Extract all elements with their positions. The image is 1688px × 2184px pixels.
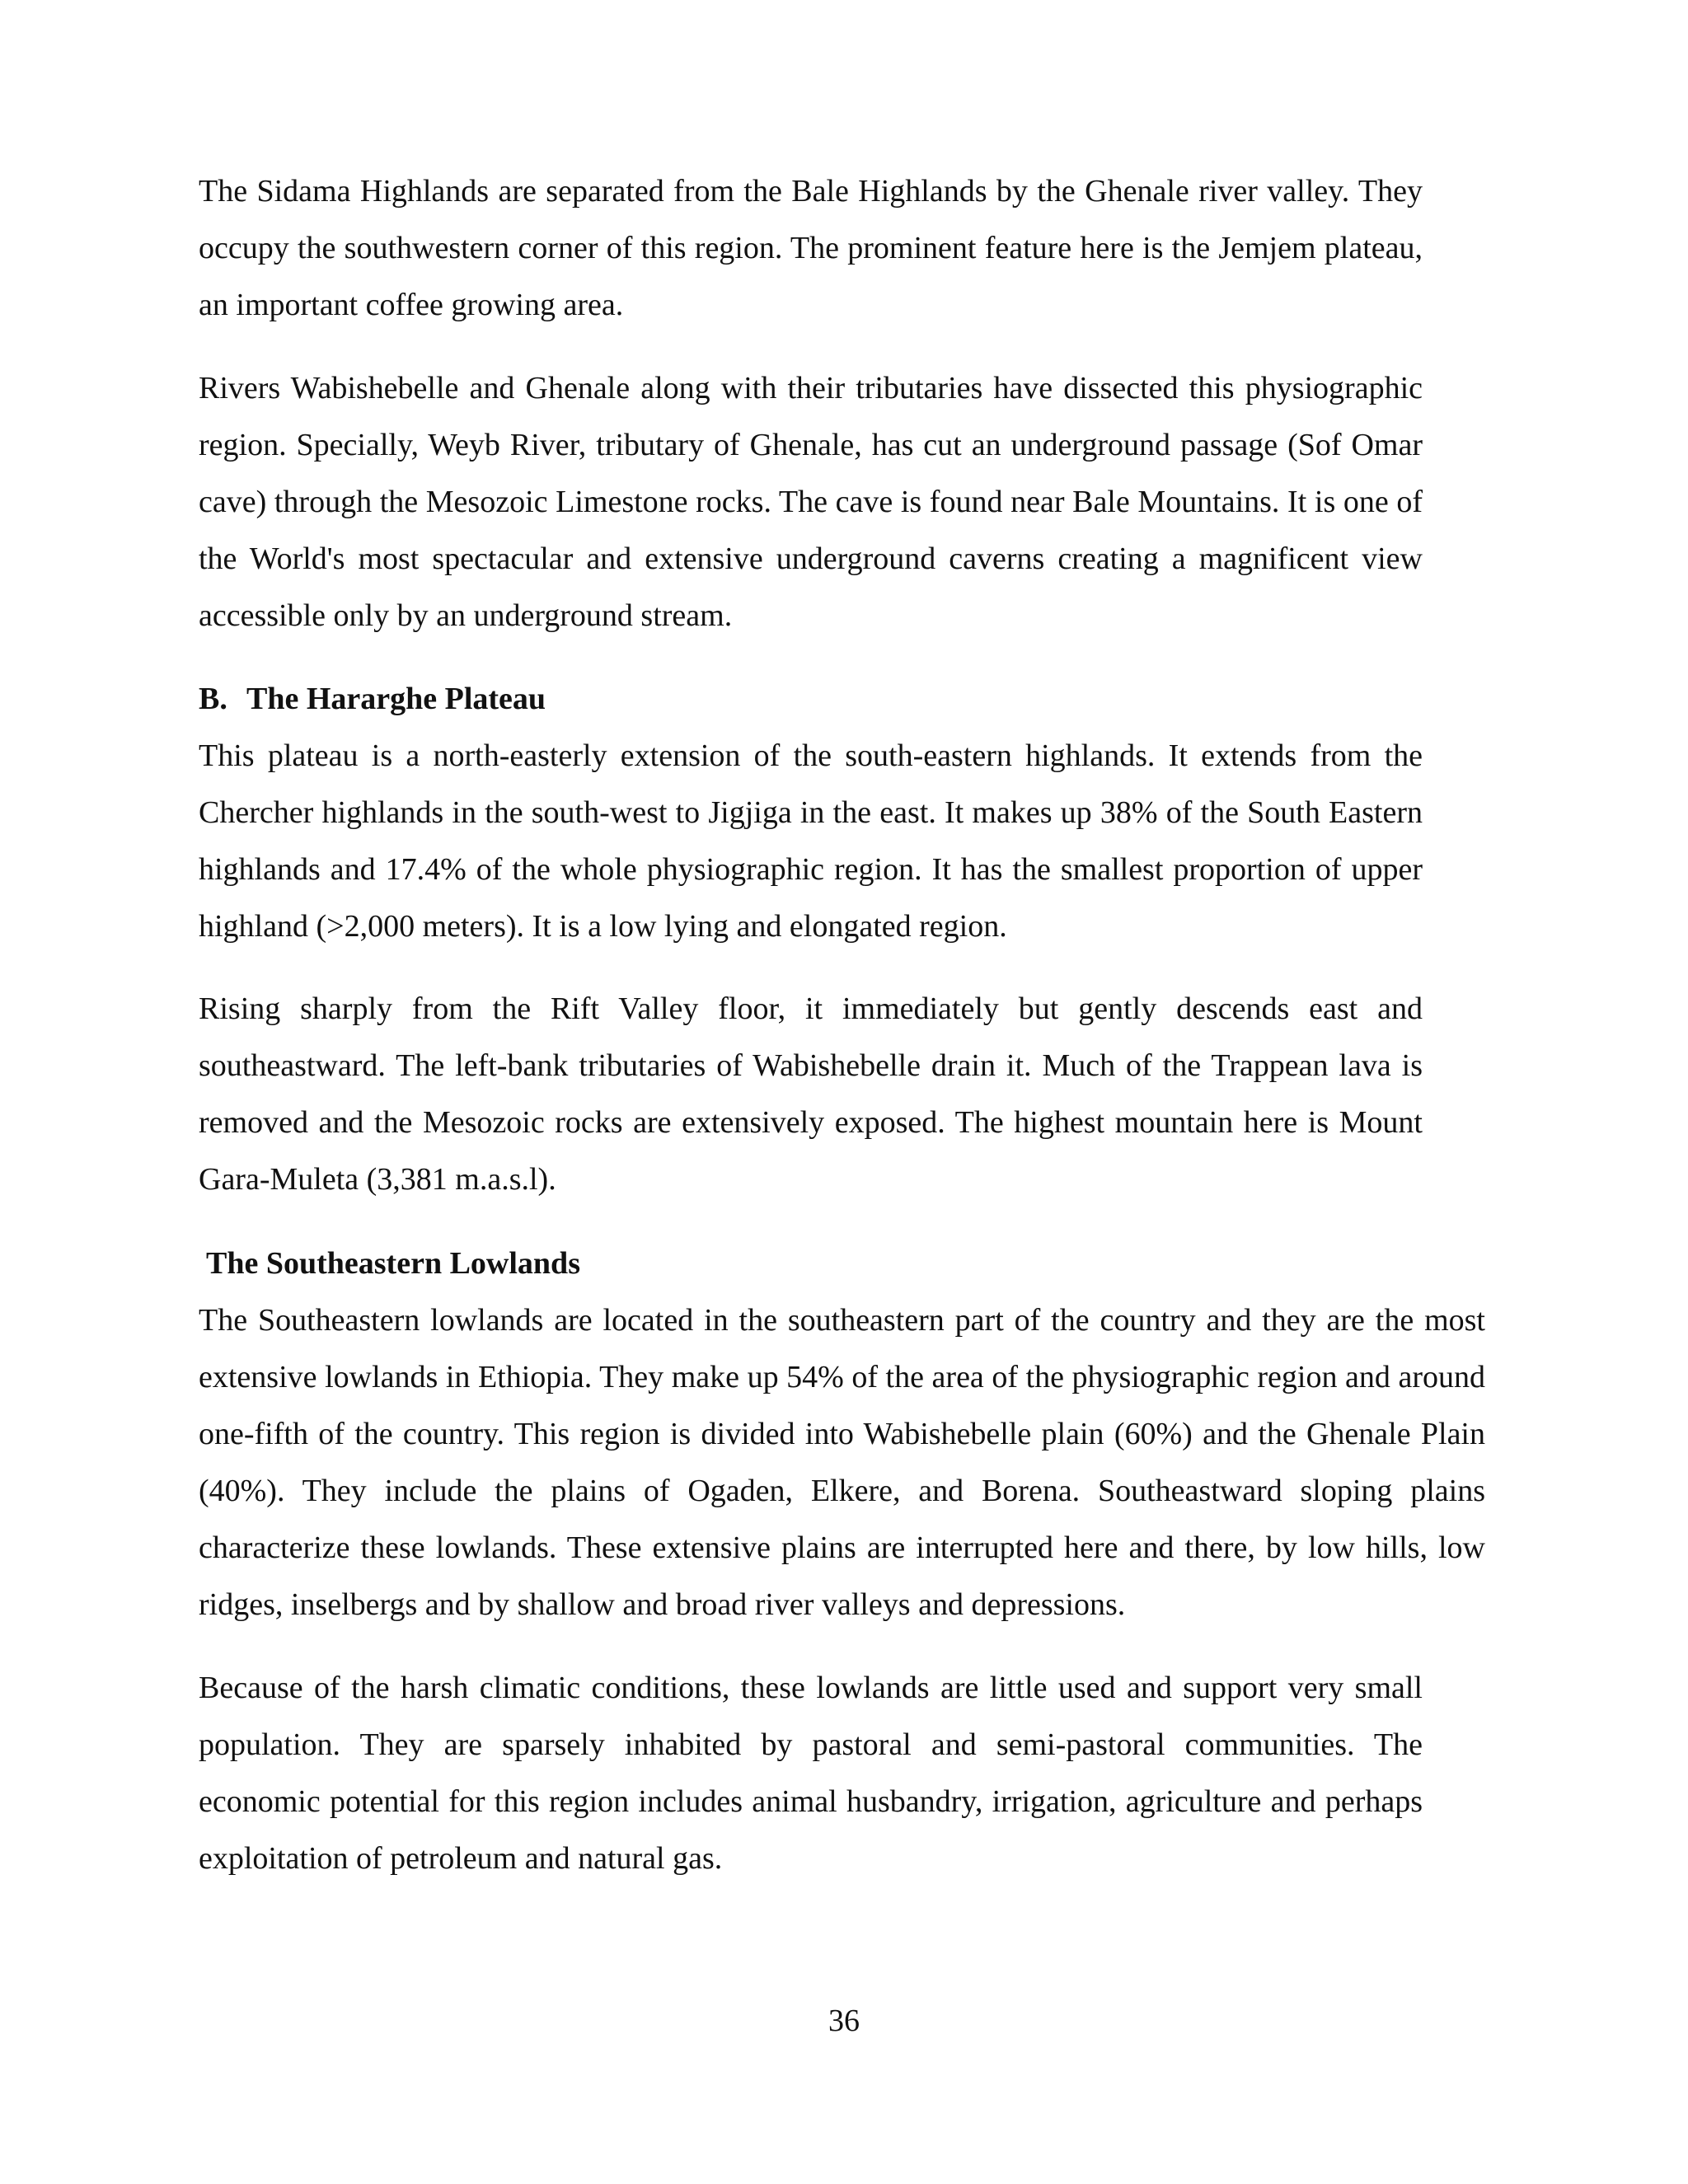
paragraph-hararghe-extent: This plateau is a north-easterly extension of the south-eastern highlands. It extends from the Chercher highlands in the south-west to Jigjiga in the east. It makes up 38% of the South Eastern highlands and 17.4% of the whole physiographic region. It has the smallest proportion of upper highland (>2,000 meters). It is a low lying and elongated region. bbox=[199, 738, 1423, 944]
heading-hararghe-title: The Hararghe Plateau bbox=[246, 682, 546, 716]
paragraph-sidama-highlands: The Sidama Highlands are separated from the Bale Highlands by the Ghenale river valley. They occupy the southwestern corner of this region. The prominent feature here is the Jemjem plateau, an important coffee growing area. bbox=[199, 174, 1423, 322]
heading-hararghe-plateau bbox=[199, 671, 546, 728]
heading-southeastern-lowlands: The Southeastern Lowlands bbox=[206, 1246, 580, 1281]
paragraph-hararghe-relief: Rising sharply from the Rift Valley floor, it immediately but gently descends east and southeastward. The left-bank tributaries of Wabishebelle drain it. Much of the Trappean lava is removed and the Mesozoic rocks are extensively exposed. The highest mountain here is Mount Gara-Muleta (3,381 m.a.s.l). bbox=[199, 991, 1423, 1197]
heading-hararghe-label: B. bbox=[199, 682, 227, 716]
paragraph-lowlands-economy: Because of the harsh climatic conditions, these lowlands are little used and support very small population. They are sparsely inhabited by pastoral and semi-pastoral communities. The economic potential for this region includes animal husbandry, irrigation, agriculture and perhaps exploitation of petroleum and natural gas. bbox=[199, 1671, 1423, 1876]
page-number: 36 bbox=[828, 2004, 860, 2038]
paragraph-lowlands-extent: The Southeastern lowlands are located in the southeastern part of the country and they are the most extensive lowlands in Ethiopia. They make up 54% of the area of the physiographic region and around one-fifth of the country. This region is divided into Wabishebelle plain (60%) and the Ghenale Plain (40%). They include the plains of Ogaden, Elkere, and Borena. Southeastward sloping plains characterize these lowlands. These extensive plains are interrupted here and there, by low hills, low ridges, inselbergs and by shallow and broad river valleys and depressions. bbox=[199, 1303, 1485, 1622]
paragraph-rivers-dissection: Rivers Wabishebelle and Ghenale along with their tributaries have dissected this physiographic region. Specially, Weyb River, tributary of Ghenale, has cut an underground passage (Sof Omar cave) through the Mesozoic Limestone rocks. The cave is found near Bale Mountains. It is one of the World's most spectacular and extensive underground caverns creating a magnificent view accessible only by an underground stream. bbox=[199, 371, 1423, 633]
